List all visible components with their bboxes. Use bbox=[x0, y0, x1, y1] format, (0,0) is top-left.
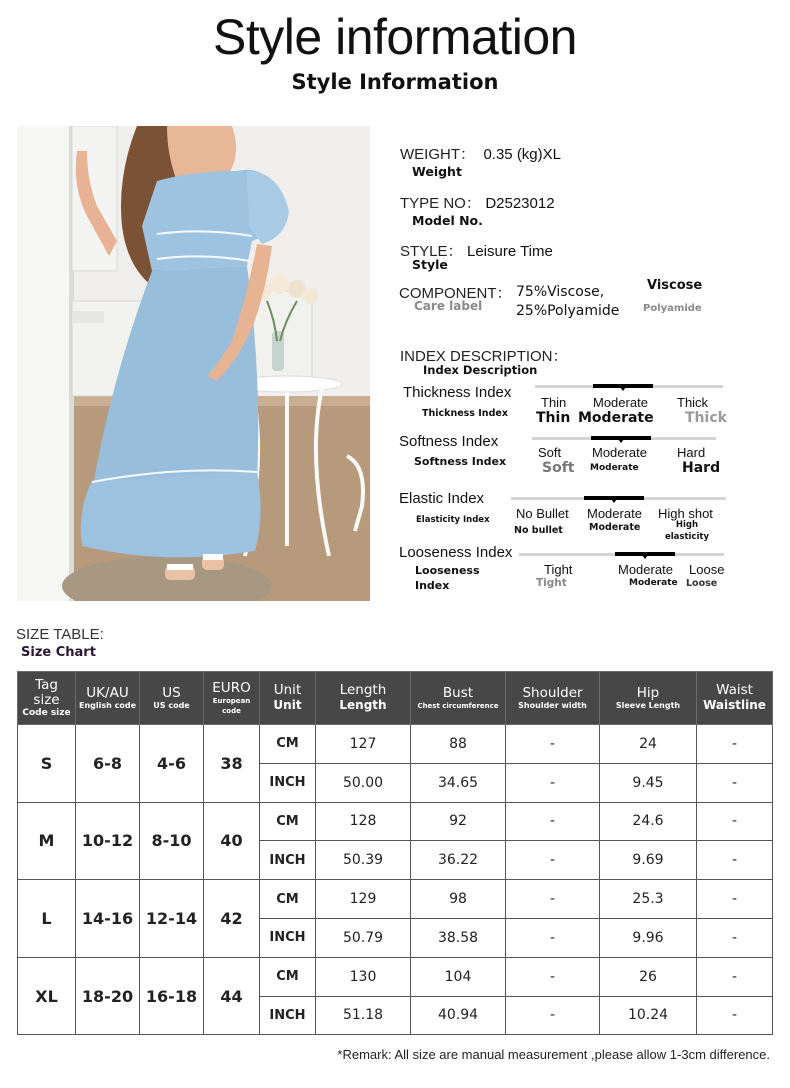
page-title: Style information bbox=[213, 9, 577, 65]
style-label: STYLE： bbox=[400, 243, 463, 260]
cell-tag: L bbox=[18, 880, 76, 958]
looseness-index-title: Looseness Index bbox=[399, 544, 513, 561]
col-shoulder: Shoulder Shoulder width bbox=[506, 672, 600, 725]
cell-euro: 38 bbox=[204, 725, 260, 803]
weight-sub: Weight bbox=[412, 164, 462, 179]
looseness-index-sub: Looseness Index bbox=[415, 564, 480, 592]
cell-length: 128 bbox=[316, 802, 411, 841]
col-unit: Unit Unit bbox=[260, 672, 316, 725]
softness-scale-marker bbox=[591, 436, 651, 440]
cell-uk: 18-20 bbox=[76, 957, 140, 1035]
style-sub: Style bbox=[412, 257, 448, 272]
size-remark: *Remark: All size are manual measurement ,please allow 1-3cm difference. bbox=[337, 1047, 770, 1062]
softness-opt-soft: Soft bbox=[538, 445, 562, 460]
table-row-s-cm bbox=[18, 725, 773, 764]
cell-waist: - bbox=[697, 841, 773, 880]
cell-uk: 6-8 bbox=[76, 725, 140, 803]
elastic-index-sub: Elasticity Index bbox=[416, 515, 490, 525]
cell-bust: 36.22 bbox=[411, 841, 506, 880]
component-value-line2: 25%Polyamide bbox=[516, 303, 620, 319]
looseness-sub-moderate: Moderate bbox=[629, 578, 678, 588]
size-table bbox=[17, 671, 773, 1035]
cell-shoulder: - bbox=[506, 841, 600, 880]
cell-unit: CM bbox=[260, 725, 316, 764]
thickness-scale-marker bbox=[593, 384, 653, 388]
cell-us: 12-14 bbox=[140, 880, 204, 958]
component-side-1: Viscose bbox=[647, 278, 703, 293]
weight-value: 0.35 (kg)XL bbox=[483, 146, 561, 163]
cell-euro: 42 bbox=[204, 880, 260, 958]
softness-index-title: Softness Index bbox=[399, 433, 499, 450]
cell-length: 51.18 bbox=[316, 996, 411, 1035]
weight-label: WEIGHT： bbox=[400, 146, 475, 163]
cell-unit: INCH bbox=[260, 996, 316, 1035]
elastic-sub-moderate: Moderate bbox=[589, 522, 641, 533]
thickness-index-sub: Thickness Index bbox=[422, 408, 508, 419]
cell-bust: 98 bbox=[411, 880, 506, 919]
cell-hip: 9.45 bbox=[600, 763, 697, 802]
size-table-header bbox=[18, 672, 773, 725]
elastic-opt-moderate: Moderate bbox=[587, 506, 642, 521]
component-value-line1: 75%Viscose, bbox=[516, 284, 605, 300]
cell-tag: S bbox=[18, 725, 76, 803]
cell-tag: XL bbox=[18, 957, 76, 1035]
type-no-label: TYPE NO： bbox=[400, 195, 481, 212]
col-uk-au: UK/AU English code bbox=[76, 672, 140, 725]
cell-length: 50.79 bbox=[316, 918, 411, 957]
style-value: Leisure Time bbox=[466, 243, 553, 260]
softness-opt-hard: Hard bbox=[677, 445, 706, 460]
col-length: Length Length bbox=[316, 672, 411, 725]
weight-row bbox=[400, 143, 561, 164]
cell-hip: 25.3 bbox=[600, 880, 697, 919]
thickness-opt-thin: Thin bbox=[541, 395, 567, 410]
cell-unit: INCH bbox=[260, 763, 316, 802]
cell-length: 127 bbox=[316, 725, 411, 764]
type-no-row bbox=[400, 192, 555, 213]
looseness-sub-tight: Tight bbox=[536, 577, 567, 589]
col-waist: Waist Waistline bbox=[697, 672, 773, 725]
elastic-sub-high: High elasticity bbox=[664, 520, 709, 542]
softness-sub-soft: Soft bbox=[542, 460, 575, 476]
component-value bbox=[516, 283, 619, 321]
cell-hip: 10.24 bbox=[600, 996, 697, 1035]
cell-euro: 44 bbox=[204, 957, 260, 1035]
thickness-sub-moderate: Moderate bbox=[578, 410, 654, 426]
cell-shoulder: - bbox=[506, 880, 600, 919]
elastic-opt-high-shot: High shot bbox=[658, 506, 713, 521]
cell-shoulder: - bbox=[506, 763, 600, 802]
cell-shoulder: - bbox=[506, 725, 600, 764]
cell-unit: INCH bbox=[260, 918, 316, 957]
cell-bust: 92 bbox=[411, 802, 506, 841]
cell-hip: 26 bbox=[600, 957, 697, 996]
col-tag-size: Tag size Code size bbox=[18, 672, 76, 725]
cell-hip: 24.6 bbox=[600, 802, 697, 841]
cell-bust: 38.58 bbox=[411, 918, 506, 957]
component-side-2: Polyamide bbox=[643, 303, 702, 314]
cell-us: 16-18 bbox=[140, 957, 204, 1035]
thickness-index-title: Thickness Index bbox=[403, 384, 512, 401]
cell-tag: M bbox=[18, 802, 76, 880]
size-table-sub: Size Chart bbox=[21, 645, 96, 660]
index-description-label: INDEX DESCRIPTION： bbox=[400, 348, 568, 365]
col-euro: EURO European code bbox=[204, 672, 260, 725]
cell-length: 130 bbox=[316, 957, 411, 996]
cell-us: 4-6 bbox=[140, 725, 204, 803]
cell-uk: 14-16 bbox=[76, 880, 140, 958]
product-photo bbox=[17, 126, 370, 601]
component-label: COMPONENT： bbox=[399, 285, 512, 302]
index-description-sub: Index Description bbox=[423, 363, 538, 377]
thickness-sub-thick: Thick bbox=[685, 410, 727, 426]
cell-shoulder: - bbox=[506, 996, 600, 1035]
cell-unit: CM bbox=[260, 802, 316, 841]
cell-waist: - bbox=[697, 880, 773, 919]
cell-bust: 104 bbox=[411, 957, 506, 996]
col-us: US US code bbox=[140, 672, 204, 725]
cell-waist: - bbox=[697, 996, 773, 1035]
type-no-sub: Model No. bbox=[412, 213, 483, 228]
thickness-sub-thin: Thin bbox=[536, 410, 571, 426]
cell-waist: - bbox=[697, 725, 773, 764]
page-subtitle: Style Information bbox=[291, 70, 499, 94]
cell-waist: - bbox=[697, 918, 773, 957]
elastic-sub-no-bullet: No bullet bbox=[514, 525, 563, 536]
table-row-l-cm bbox=[18, 880, 773, 919]
cell-hip: 24 bbox=[600, 725, 697, 764]
cell-uk: 10-12 bbox=[76, 802, 140, 880]
col-bust: Bust Chest circumference bbox=[411, 672, 506, 725]
looseness-scale-marker bbox=[615, 552, 675, 556]
elastic-index-title: Elastic Index bbox=[399, 490, 485, 507]
cell-unit: CM bbox=[260, 880, 316, 919]
cell-shoulder: - bbox=[506, 957, 600, 996]
thickness-opt-thick: Thick bbox=[677, 395, 709, 410]
cell-unit: CM bbox=[260, 957, 316, 996]
col-hip: Hip Sleeve Length bbox=[600, 672, 697, 725]
elastic-opt-no-bullet: No Bullet bbox=[516, 506, 569, 521]
size-table-label: SIZE TABLE: bbox=[16, 626, 104, 643]
table-row-m-cm bbox=[18, 802, 773, 841]
cell-hip: 9.69 bbox=[600, 841, 697, 880]
cell-waist: - bbox=[697, 957, 773, 996]
cell-hip: 9.96 bbox=[600, 918, 697, 957]
component-sub: Care label bbox=[414, 299, 483, 313]
elastic-scale-marker bbox=[584, 496, 644, 500]
type-no-value: D2523012 bbox=[485, 195, 555, 212]
looseness-opt-loose: Loose bbox=[689, 562, 725, 577]
cell-us: 8-10 bbox=[140, 802, 204, 880]
looseness-opt-tight: Tight bbox=[544, 562, 573, 577]
cell-waist: - bbox=[697, 763, 773, 802]
cell-length: 50.00 bbox=[316, 763, 411, 802]
softness-sub-moderate: Moderate bbox=[590, 463, 639, 473]
cell-unit: INCH bbox=[260, 841, 316, 880]
cell-shoulder: - bbox=[506, 918, 600, 957]
softness-sub-hard: Hard bbox=[682, 460, 721, 476]
cell-bust: 88 bbox=[411, 725, 506, 764]
cell-bust: 34.65 bbox=[411, 763, 506, 802]
cell-shoulder: - bbox=[506, 802, 600, 841]
cell-waist: - bbox=[697, 802, 773, 841]
thickness-opt-moderate: Moderate bbox=[593, 395, 648, 410]
looseness-sub-loose: Loose bbox=[686, 578, 718, 589]
cell-euro: 40 bbox=[204, 802, 260, 880]
table-row-xl-cm bbox=[18, 957, 773, 996]
looseness-opt-moderate: Moderate bbox=[618, 562, 673, 577]
softness-opt-moderate: Moderate bbox=[592, 445, 647, 460]
softness-index-sub: Softness Index bbox=[414, 455, 507, 468]
cell-bust: 40.94 bbox=[411, 996, 506, 1035]
cell-length: 50.39 bbox=[316, 841, 411, 880]
cell-length: 129 bbox=[316, 880, 411, 919]
